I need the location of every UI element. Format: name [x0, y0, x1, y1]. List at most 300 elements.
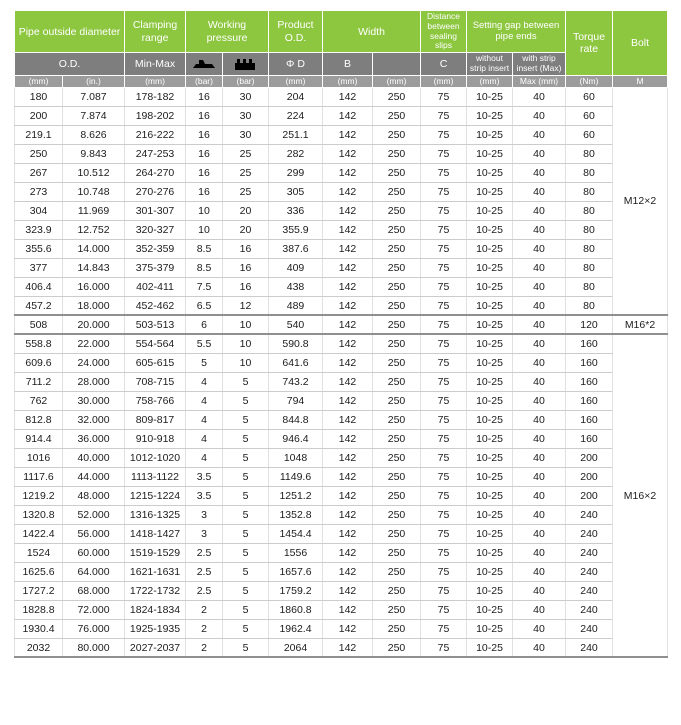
- table-cell: 142: [323, 448, 373, 467]
- table-cell: 10: [223, 353, 269, 372]
- table-cell: 250: [373, 429, 421, 448]
- table-cell: 250: [373, 505, 421, 524]
- table-cell: 142: [323, 581, 373, 600]
- table-cell: 387.6: [269, 239, 323, 258]
- table-cell: 7.874: [63, 106, 125, 125]
- table-cell: 5: [223, 600, 269, 619]
- table-cell: 1251.2: [269, 486, 323, 505]
- table-cell: 240: [566, 638, 613, 657]
- table-row: [15, 410, 668, 429]
- table-cell: 30.000: [63, 391, 125, 410]
- table-cell: 75: [421, 638, 467, 657]
- table-row: [15, 220, 668, 239]
- unit-cell: (in.): [63, 75, 125, 87]
- table-cell: 5: [223, 467, 269, 486]
- table-cell: 80: [566, 201, 613, 220]
- table-cell: 250: [373, 619, 421, 638]
- table-cell: 75: [421, 391, 467, 410]
- table-cell: 250: [373, 258, 421, 277]
- table-cell: 10: [186, 220, 223, 239]
- table-cell: 40: [513, 182, 566, 201]
- table-cell: 2.5: [186, 543, 223, 562]
- units-row: [15, 75, 668, 87]
- table-cell: 142: [323, 182, 373, 201]
- table-cell: 18.000: [63, 296, 125, 315]
- table-cell: 270-276: [125, 182, 186, 201]
- table-cell: 40: [513, 258, 566, 277]
- table-cell: 5: [223, 429, 269, 448]
- table-cell: 7.5: [186, 277, 223, 296]
- table-cell: 36.000: [63, 429, 125, 448]
- table-cell: 40: [513, 239, 566, 258]
- table-cell: 75: [421, 543, 467, 562]
- table-cell: 1556: [269, 543, 323, 562]
- table-cell: 75: [421, 524, 467, 543]
- table-row: [15, 505, 668, 524]
- table-row: [15, 619, 668, 638]
- table-cell: 4: [186, 391, 223, 410]
- table-row: [15, 239, 668, 258]
- table-cell: 2: [186, 638, 223, 657]
- table-cell: 80: [566, 220, 613, 239]
- table-cell: 30: [223, 125, 269, 144]
- table-cell: 1454.4: [269, 524, 323, 543]
- table-cell: 438: [269, 277, 323, 296]
- table-cell: 28.000: [63, 372, 125, 391]
- table-cell: 8.626: [63, 125, 125, 144]
- table-cell: 250: [373, 334, 421, 353]
- table-row: [15, 258, 668, 277]
- table-cell: 200: [566, 486, 613, 505]
- table-cell: 142: [323, 505, 373, 524]
- table-cell: 68.000: [63, 581, 125, 600]
- table-cell: 40: [513, 277, 566, 296]
- table-cell: 809-817: [125, 410, 186, 429]
- table-cell: 355.6: [15, 239, 63, 258]
- table-row: [15, 87, 668, 106]
- table-cell: 75: [421, 201, 467, 220]
- table-cell: 40: [513, 296, 566, 315]
- unit-cell: Max (mm): [513, 75, 566, 87]
- table-cell: 305: [269, 182, 323, 201]
- table-cell: 240: [566, 505, 613, 524]
- table-row: [15, 391, 668, 410]
- table-cell: 40: [513, 429, 566, 448]
- table-cell: 10-25: [467, 562, 513, 581]
- subheader-without-strip-insert: without strip insert: [467, 53, 513, 76]
- header-setting-gap: Setting gap between pipe ends: [467, 11, 566, 53]
- table-cell: 10: [223, 315, 269, 334]
- unit-cell: (mm): [421, 75, 467, 87]
- subheader-phi-d: Φ D: [269, 53, 323, 76]
- table-cell: 250: [373, 486, 421, 505]
- table-cell: 12: [223, 296, 269, 315]
- table-cell: 267: [15, 163, 63, 182]
- serrated-profile-icon: [225, 58, 266, 70]
- table-cell: 5: [223, 562, 269, 581]
- table-cell: 5: [223, 524, 269, 543]
- pipe-coupling-spec-table: [14, 10, 668, 658]
- table-cell: 282: [269, 144, 323, 163]
- table-cell: 142: [323, 543, 373, 562]
- table-cell: 2027-2037: [125, 638, 186, 657]
- table-cell: 25: [223, 163, 269, 182]
- table-cell: 1117.6: [15, 467, 63, 486]
- table-cell: 16: [186, 125, 223, 144]
- table-cell: 80: [566, 239, 613, 258]
- table-cell: 40: [513, 581, 566, 600]
- table-cell: 40: [513, 353, 566, 372]
- table-cell: 1925-1935: [125, 619, 186, 638]
- table-cell: 1860.8: [269, 600, 323, 619]
- table-cell: 75: [421, 486, 467, 505]
- table-cell: 40.000: [63, 448, 125, 467]
- table-cell: 711.2: [15, 372, 63, 391]
- table-cell: 10-25: [467, 125, 513, 144]
- table-cell: 120: [566, 315, 613, 334]
- table-cell: 250: [373, 182, 421, 201]
- table-cell: 250: [373, 87, 421, 106]
- table-cell: 75: [421, 163, 467, 182]
- table-cell: 914.4: [15, 429, 63, 448]
- table-cell: 250: [373, 562, 421, 581]
- table-cell: 5: [223, 619, 269, 638]
- table-cell: 1828.8: [15, 600, 63, 619]
- unit-cell: (mm): [125, 75, 186, 87]
- table-cell: 758-766: [125, 391, 186, 410]
- table-cell: 75: [421, 372, 467, 391]
- table-cell: 40: [513, 486, 566, 505]
- table-cell: 2.5: [186, 562, 223, 581]
- table-cell: 75: [421, 467, 467, 486]
- table-cell: 5: [223, 543, 269, 562]
- table-cell: 72.000: [63, 600, 125, 619]
- table-cell: 75: [421, 125, 467, 144]
- table-cell: 1625.6: [15, 562, 63, 581]
- table-cell: 402-411: [125, 277, 186, 296]
- table-cell: 56.000: [63, 524, 125, 543]
- table-cell: 204: [269, 87, 323, 106]
- table-cell: 10-25: [467, 486, 513, 505]
- table-cell: 452-462: [125, 296, 186, 315]
- table-cell: 8.5: [186, 239, 223, 258]
- table-cell: 1621-1631: [125, 562, 186, 581]
- table-cell: 75: [421, 315, 467, 334]
- table-cell: 142: [323, 524, 373, 543]
- table-cell: 40: [513, 87, 566, 106]
- table-cell: 16: [223, 239, 269, 258]
- unit-cell: (Nm): [566, 75, 613, 87]
- header-pipe-outside-diameter: Pipe outside diameter: [15, 11, 125, 53]
- table-cell: 22.000: [63, 334, 125, 353]
- table-cell: 10-25: [467, 391, 513, 410]
- table-row: [15, 296, 668, 315]
- table-cell: 250: [373, 467, 421, 486]
- table-cell: 10-25: [467, 353, 513, 372]
- table-cell: 558.8: [15, 334, 63, 353]
- table-cell: 142: [323, 391, 373, 410]
- table-cell: 142: [323, 486, 373, 505]
- table-cell: 10.748: [63, 182, 125, 201]
- table-cell: 64.000: [63, 562, 125, 581]
- table-cell: 4: [186, 410, 223, 429]
- table-cell: 16: [186, 87, 223, 106]
- table-cell: 75: [421, 334, 467, 353]
- table-cell: 250: [373, 220, 421, 239]
- header-working-pressure: Working pressure: [186, 11, 269, 53]
- table-cell: 180: [15, 87, 63, 106]
- table-cell: 250: [373, 125, 421, 144]
- table-cell: 40: [513, 106, 566, 125]
- table-cell: 10-25: [467, 638, 513, 657]
- table-cell: 10-25: [467, 429, 513, 448]
- table-cell: 250: [373, 581, 421, 600]
- table-cell: 250: [373, 353, 421, 372]
- subheader-min-max: Min-Max: [125, 53, 186, 76]
- table-row: [15, 524, 668, 543]
- table-cell: 12.752: [63, 220, 125, 239]
- table-cell: 5: [223, 486, 269, 505]
- table-cell: 250: [15, 144, 63, 163]
- subheader-with-strip-insert: with strip insert (Max): [513, 53, 566, 76]
- table-cell: 80: [566, 182, 613, 201]
- table-cell: 10-25: [467, 372, 513, 391]
- table-cell: 30: [223, 87, 269, 106]
- table-cell: 40: [513, 562, 566, 581]
- table-cell: 1016: [15, 448, 63, 467]
- table-row: [15, 125, 668, 144]
- table-cell: 250: [373, 201, 421, 220]
- table-cell: 40: [513, 467, 566, 486]
- table-cell: 60: [566, 106, 613, 125]
- table-cell: 1012-1020: [125, 448, 186, 467]
- table-cell: 40: [513, 201, 566, 220]
- table-cell: 6: [186, 315, 223, 334]
- unit-cell: (bar): [223, 75, 269, 87]
- table-cell: 75: [421, 562, 467, 581]
- table-cell: 160: [566, 334, 613, 353]
- table-cell: 75: [421, 505, 467, 524]
- table-cell: 60: [566, 125, 613, 144]
- table-row: [15, 182, 668, 201]
- table-cell: 75: [421, 239, 467, 258]
- table-cell: 250: [373, 277, 421, 296]
- table-cell: 4: [186, 429, 223, 448]
- table-cell: 5.5: [186, 334, 223, 353]
- table-cell: 24.000: [63, 353, 125, 372]
- table-cell: 9.843: [63, 144, 125, 163]
- table-cell: 10-25: [467, 163, 513, 182]
- table-cell: 60: [566, 87, 613, 106]
- table-cell: 1215-1224: [125, 486, 186, 505]
- table-cell: 76.000: [63, 619, 125, 638]
- table-cell: 609.6: [15, 353, 63, 372]
- table-cell: 160: [566, 372, 613, 391]
- table-cell: 142: [323, 125, 373, 144]
- table-cell: 250: [373, 391, 421, 410]
- table-cell: 1727.2: [15, 581, 63, 600]
- table-cell: 554-564: [125, 334, 186, 353]
- table-cell: 6.5: [186, 296, 223, 315]
- table-cell: 11.969: [63, 201, 125, 220]
- table-cell: 40: [513, 125, 566, 144]
- table-cell: 16: [223, 258, 269, 277]
- table-cell: 10-25: [467, 220, 513, 239]
- table-cell: 5: [223, 391, 269, 410]
- table-cell: 10-25: [467, 600, 513, 619]
- table-cell: 251.1: [269, 125, 323, 144]
- table-cell: 240: [566, 524, 613, 543]
- unit-cell: (mm): [323, 75, 373, 87]
- subheader-pressure-type-2: [223, 53, 269, 76]
- table-cell: 250: [373, 239, 421, 258]
- table-cell: 75: [421, 353, 467, 372]
- table-cell: 605-615: [125, 353, 186, 372]
- table-cell: 5: [223, 410, 269, 429]
- table-cell: 142: [323, 619, 373, 638]
- table-cell: 80: [566, 277, 613, 296]
- table-cell: 200: [566, 448, 613, 467]
- table-cell: 142: [323, 600, 373, 619]
- table-cell: 1418-1427: [125, 524, 186, 543]
- table-cell: 142: [323, 372, 373, 391]
- table-cell: 406.4: [15, 277, 63, 296]
- table-cell: 10-25: [467, 505, 513, 524]
- header-distance-sealing-slips: Distance between sealing slips: [421, 11, 467, 53]
- table-cell: 1316-1325: [125, 505, 186, 524]
- table-row: [15, 334, 668, 353]
- subheader-od: O.D.: [15, 53, 125, 76]
- table-cell: 5: [223, 448, 269, 467]
- table-cell: 762: [15, 391, 63, 410]
- subheader-b: B: [323, 53, 373, 76]
- table-cell: 641.6: [269, 353, 323, 372]
- table-cell: 323.9: [15, 220, 63, 239]
- table-cell: 1519-1529: [125, 543, 186, 562]
- bolt-cell: M12×2: [613, 87, 668, 315]
- table-row: [15, 106, 668, 125]
- table-row: [15, 467, 668, 486]
- table-cell: 250: [373, 600, 421, 619]
- table-cell: 3: [186, 505, 223, 524]
- table-cell: 5: [223, 505, 269, 524]
- table-body: [15, 87, 668, 657]
- table-cell: 812.8: [15, 410, 63, 429]
- table-cell: 16: [186, 182, 223, 201]
- table-cell: 250: [373, 106, 421, 125]
- table-cell: 14.000: [63, 239, 125, 258]
- unit-cell: (mm): [373, 75, 421, 87]
- table-cell: 3.5: [186, 486, 223, 505]
- table-cell: 8.5: [186, 258, 223, 277]
- table-cell: 250: [373, 410, 421, 429]
- table-cell: 75: [421, 277, 467, 296]
- table-cell: 250: [373, 638, 421, 657]
- table-cell: 142: [323, 429, 373, 448]
- table-cell: 743.2: [269, 372, 323, 391]
- table-cell: 250: [373, 296, 421, 315]
- table-cell: 40: [513, 410, 566, 429]
- header-row-groups: [15, 11, 668, 53]
- table-cell: 40: [513, 619, 566, 638]
- table-cell: 40: [513, 505, 566, 524]
- unit-cell: (bar): [186, 75, 223, 87]
- table-header: [15, 11, 668, 88]
- table-row: [15, 429, 668, 448]
- table-cell: 16: [186, 106, 223, 125]
- table-cell: 1722-1732: [125, 581, 186, 600]
- table-cell: 40: [513, 163, 566, 182]
- table-cell: 10-25: [467, 334, 513, 353]
- table-cell: 250: [373, 315, 421, 334]
- table-cell: 75: [421, 182, 467, 201]
- table-cell: 250: [373, 524, 421, 543]
- table-cell: 80: [566, 296, 613, 315]
- table-cell: 142: [323, 220, 373, 239]
- table-cell: 16: [186, 144, 223, 163]
- table-cell: 16: [186, 163, 223, 182]
- table-cell: 708-715: [125, 372, 186, 391]
- unit-cell: (mm): [269, 75, 323, 87]
- table-cell: 844.8: [269, 410, 323, 429]
- table-row: [15, 201, 668, 220]
- table-cell: 10-25: [467, 201, 513, 220]
- table-cell: 250: [373, 372, 421, 391]
- table-cell: 10.512: [63, 163, 125, 182]
- table-cell: 142: [323, 410, 373, 429]
- table-cell: 75: [421, 296, 467, 315]
- table-cell: 178-182: [125, 87, 186, 106]
- table-cell: 40: [513, 220, 566, 239]
- table-cell: 16.000: [63, 277, 125, 296]
- table-cell: 250: [373, 543, 421, 562]
- table-cell: 10-25: [467, 106, 513, 125]
- table-cell: 10-25: [467, 543, 513, 562]
- table-cell: 240: [566, 543, 613, 562]
- table-cell: 409: [269, 258, 323, 277]
- table-cell: 250: [373, 144, 421, 163]
- table-cell: 910-918: [125, 429, 186, 448]
- header-product-od: Product O.D.: [269, 11, 323, 53]
- table-cell: 320-327: [125, 220, 186, 239]
- table-row: [15, 372, 668, 391]
- table-cell: 40: [513, 638, 566, 657]
- table-cell: 75: [421, 220, 467, 239]
- table-cell: 75: [421, 600, 467, 619]
- table-cell: 160: [566, 353, 613, 372]
- table-cell: 590.8: [269, 334, 323, 353]
- bolt-cell: M16×2: [613, 334, 668, 657]
- table-row: [15, 562, 668, 581]
- subheader-pressure-type-1: [186, 53, 223, 76]
- table-cell: 5: [223, 581, 269, 600]
- table-row: [15, 315, 668, 334]
- table-cell: 75: [421, 106, 467, 125]
- table-row: [15, 486, 668, 505]
- table-cell: 142: [323, 353, 373, 372]
- table-cell: 264-270: [125, 163, 186, 182]
- table-cell: 200: [566, 467, 613, 486]
- table-cell: 5: [223, 638, 269, 657]
- table-cell: 14.843: [63, 258, 125, 277]
- table-cell: 142: [323, 201, 373, 220]
- table-cell: 1320.8: [15, 505, 63, 524]
- table-cell: 2064: [269, 638, 323, 657]
- table-cell: 2: [186, 619, 223, 638]
- table-cell: 10-25: [467, 182, 513, 201]
- table-cell: 142: [323, 277, 373, 296]
- table-cell: 80: [566, 144, 613, 163]
